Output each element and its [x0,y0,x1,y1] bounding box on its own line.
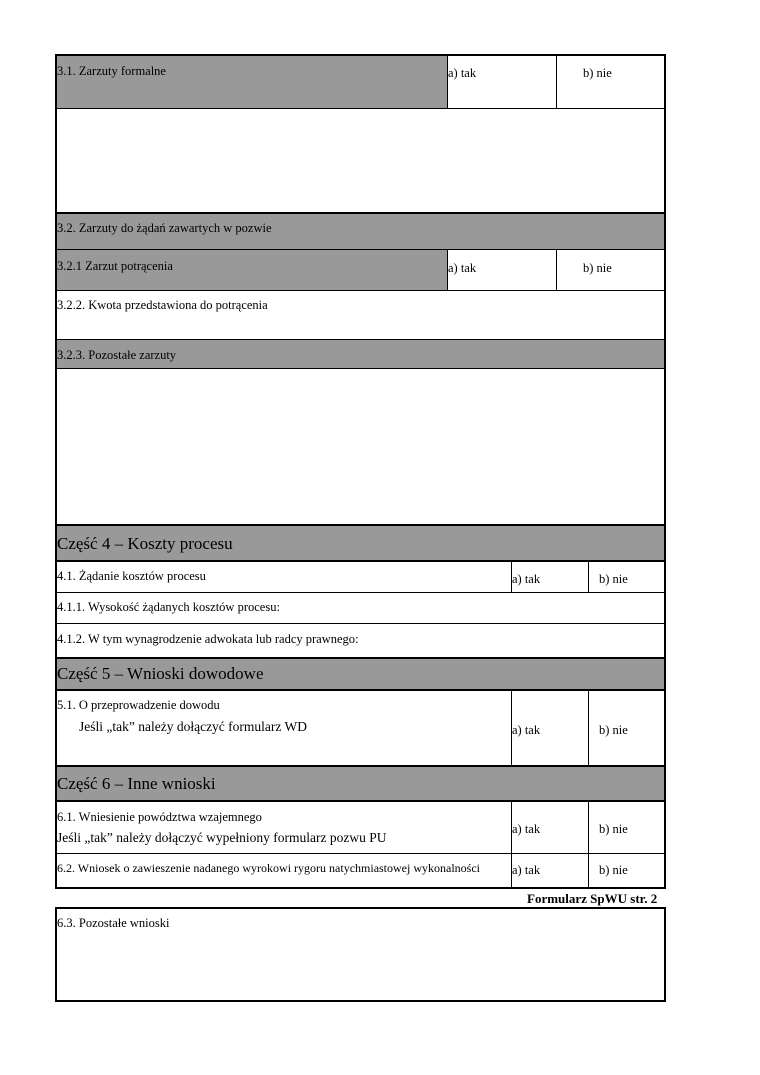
zadanie-kosztow-label: 4.1. Żądanie kosztów procesu [57,569,206,583]
divider [447,56,448,108]
divider [588,562,589,592]
zarzut-potracenia-label: 3.2.1 Zarzut potrącenia [57,259,173,273]
divider [57,853,664,854]
divider [556,56,557,108]
wynagrodzenie-adwokata-label: 4.1.2. W tym wynagrodzenie adwokata lub radcy prawnego: [57,632,359,646]
divider [57,368,664,369]
przeprowadzenie-dowodu-note: Jeśli „tak” należy dołączyć formularz WD [79,719,308,734]
section-6-title: Część 6 – Inne wnioski [57,774,216,793]
przeprowadzenie-dowodu-label: 5.1. O przeprowadzenie dowodu [57,698,220,712]
divider [57,800,664,802]
page-footer-label: Formularz SpWU str. 2 [527,891,658,906]
zarzuty-formalne-option-nie[interactable]: b) nie [583,66,612,80]
zarzut-potracenia-option-tak[interactable]: a) tak [448,261,477,275]
zarzuty-formalne-text-area[interactable] [57,109,664,212]
zarzuty-do-zadan-label: 3.2. Zarzuty do żądań zawartych w pozwie [57,221,272,235]
zadanie-kosztow-option-nie[interactable]: b) nie [599,572,628,586]
zarzuty-formalne-label: 3.1. Zarzuty formalne [57,64,166,78]
pozostale-wnioski-label: 6.3. Pozostałe wnioski [57,916,170,930]
pozostale-wnioski-text-area[interactable] [57,932,664,1000]
pozostale-zarzuty-label: 3.2.3. Pozostałe zarzuty [57,348,177,362]
przeprowadzenie-dowodu-option-tak[interactable]: a) tak [512,723,541,737]
section-4-title: Część 4 – Koszty procesu [57,534,233,553]
zawieszenie-rygoru-label: 6.2. Wniosek o zawieszenie nadanego wyrokowi rygoru natychmiastowej wykonalności [57,861,480,875]
section-5-title: Część 5 – Wnioski dowodowe [57,664,264,683]
divider [556,250,557,290]
przeprowadzenie-dowodu-option-nie[interactable]: b) nie [599,723,628,737]
powodztwo-wzajemne-option-nie[interactable]: b) nie [599,822,628,836]
zadanie-kosztow-option-tak[interactable]: a) tak [512,572,541,586]
divider [588,802,589,887]
powodztwo-wzajemne-note: Jeśli „tak” należy dołączyć wypełniony formularz pozwu PU [57,830,387,845]
divider [57,560,664,562]
kwota-potracenia-label: 3.2.2. Kwota przedstawiona do potrącenia [57,298,268,312]
zawieszenie-rygoru-option-tak[interactable]: a) tak [512,863,541,877]
pozostale-zarzuty-text-area[interactable] [57,370,664,524]
wysokosc-kosztow-label: 4.1.1. Wysokość żądanych kosztów procesu: [57,600,280,614]
divider [588,691,589,765]
zarzuty-formalne-option-tak[interactable]: a) tak [448,66,477,80]
powodztwo-wzajemne-label: 6.1. Wniesienie powództwa wzajemnego [57,810,262,824]
zawieszenie-rygoru-option-nie[interactable]: b) nie [599,863,628,877]
zarzut-potracenia-option-nie[interactable]: b) nie [583,261,612,275]
divider [57,689,664,691]
powodztwo-wzajemne-option-tak[interactable]: a) tak [512,822,541,836]
